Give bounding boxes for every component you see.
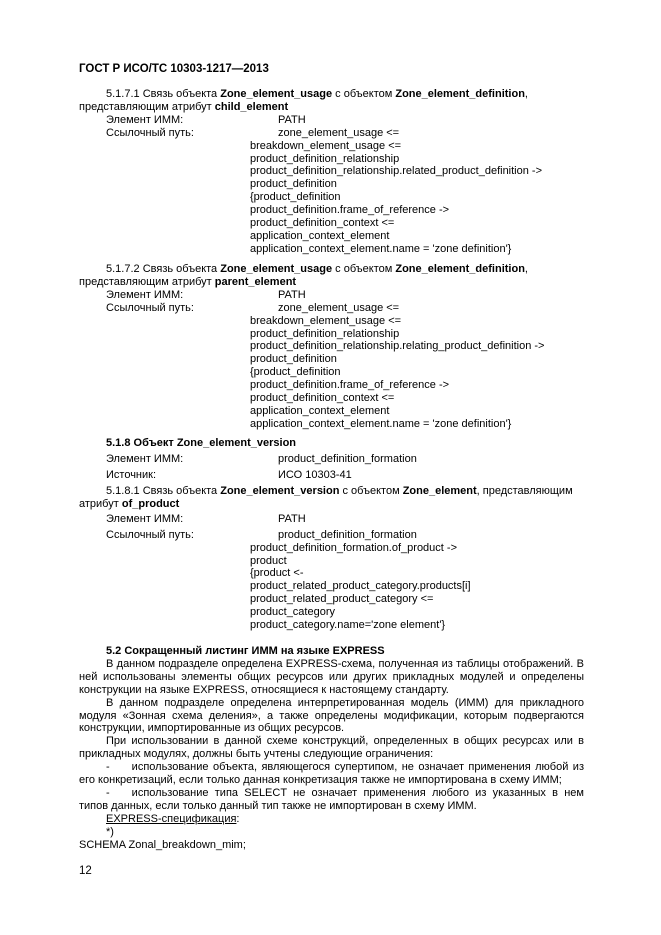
- imm-element-row: [79, 513, 584, 526]
- text-line: child_element: [214, 100, 289, 113]
- text-line: Zone_element: [402, 485, 477, 497]
- section-heading: [79, 88, 584, 114]
- text-line: {product_definition: [250, 191, 341, 204]
- text-line: product_category: [250, 606, 335, 619]
- text-line: PATH: [278, 113, 306, 126]
- text-line: product_related_product_category.products[i]: [250, 580, 471, 593]
- text-line: application_context_element: [250, 229, 390, 242]
- text-line: , представляющим: [476, 485, 573, 497]
- section-heading: [79, 263, 584, 289]
- section-title: [79, 645, 584, 658]
- page-number: 12: [79, 865, 92, 877]
- text-line: Элемент ИММ:: [106, 288, 184, 301]
- text-line: {product <-: [250, 567, 304, 580]
- text-line: 5.1.7.1: [106, 88, 140, 100]
- section-5-2: [79, 645, 584, 852]
- text-line: -: [106, 786, 110, 799]
- text-line: использование типа SELECT не означает применения любого из указанных в нем типов данных, если только данный тип также не импортирован в схему ИММ.: [79, 786, 584, 812]
- express-spec-label: [79, 813, 584, 826]
- text-line: product: [250, 554, 287, 567]
- text-line: zone_element_usage <=: [278, 126, 400, 139]
- source-row: [79, 469, 584, 482]
- reference-path: [79, 542, 584, 632]
- text-line: с объектом: [332, 263, 396, 275]
- text-line: parent_element: [214, 275, 297, 288]
- reference-path-row: [79, 302, 584, 315]
- text-line: с объектом: [332, 88, 396, 100]
- document-header: ГОСТ Р ИСО/ТС 10303-1217—2013: [79, 63, 269, 75]
- text-line: Элемент ИММ:: [106, 452, 184, 465]
- text-line: {product_definition: [250, 366, 341, 379]
- text-line: Источник:: [106, 468, 157, 481]
- text-line: Элемент ИММ:: [106, 113, 184, 126]
- text-line: Связь объекта: [139, 485, 221, 497]
- text-line: PATH: [278, 288, 306, 301]
- text-line: 5.1.8.1: [106, 485, 140, 497]
- text-line: -: [106, 761, 110, 774]
- text-line: product_definition_context <=: [250, 217, 395, 230]
- section-5-1-7-2: [79, 263, 584, 431]
- paragraph: При использовании в данной схеме конструкций, определенных в общих ресурсах или в прикладных модулях, должны быть учтены следующие ограничения:: [79, 735, 584, 761]
- text-line: Ссылочный путь:: [106, 528, 194, 541]
- text-line: product_definition_relationship.relating_product_definition ->: [250, 340, 545, 353]
- section-title: [79, 437, 584, 450]
- text-line: с объектом: [339, 485, 403, 497]
- text-line: Элемент ИММ:: [106, 512, 184, 525]
- text-line: breakdown_element_usage <=: [250, 314, 402, 327]
- section-5-1-8-1: [79, 485, 584, 632]
- code-line: SCHEMA Zonal_breakdown_mim;: [79, 838, 246, 851]
- text-line: application_context_element.name = 'zone definition'}: [250, 417, 512, 430]
- paragraph: В данном подразделе определена интерпретированная модель (ИММ) для прикладного модуля «Зонная схема деления», а также определены модификации, которым подвергаются конструкции, импортированные из общих ресурсов.: [79, 696, 584, 735]
- text-line: product_definition_context <=: [250, 392, 395, 405]
- text-line: Zone_element_version: [220, 485, 340, 497]
- text-line: product_definition_relationship: [250, 152, 400, 165]
- section-5-1-8: [79, 437, 584, 482]
- text-line: product_definition.frame_of_reference ->: [250, 379, 450, 392]
- code-line: *): [106, 825, 114, 838]
- text-line: product_definition: [250, 178, 337, 191]
- text-line: zone_element_usage <=: [278, 301, 400, 314]
- paragraph: В данном подразделе определена EXPRESS-схема, полученная из таблицы отображений. В ней использованы элементы общих ресурсов или других прикладных модулей и определены конструкции на языке EXPRESS, относящиеся к настоящему стандарту.: [79, 657, 584, 696]
- text-line: представляющим атрибут: [79, 275, 215, 288]
- text-line: Zone_element_definition: [395, 263, 525, 275]
- text-line: 5.2 Сокращенный листинг ИММ на языке EXPRESS: [106, 645, 385, 657]
- text-line: application_context_element.name = 'zone definition'}: [250, 242, 512, 255]
- section-heading: [79, 485, 584, 511]
- text-line: представляющим атрибут: [79, 100, 215, 113]
- reference-path: [79, 315, 584, 431]
- text-line: Zone_element_usage: [220, 263, 333, 275]
- text-line: application_context_element: [250, 404, 390, 417]
- text-line: атрибут: [79, 497, 122, 510]
- imm-element-row: [79, 114, 584, 127]
- text-line: of_product: [121, 497, 180, 510]
- text-line: product_definition_formation: [278, 452, 417, 465]
- text-line: product_definition_relationship.related_product_definition ->: [250, 165, 543, 178]
- text-line: product_definition_formation: [278, 528, 417, 541]
- text-line: product_definition_formation.of_product ->: [250, 541, 457, 554]
- text-line: :: [236, 812, 240, 825]
- imm-element-row: [79, 453, 584, 466]
- text-line: использование объекта, являющегося супертипом, не означает применения любой из его конкретизаций, если только данная конкретизация также не импортирована в схему ИММ;: [79, 761, 584, 787]
- text-line: product_related_product_category <=: [250, 593, 434, 606]
- text-line: 5.1.8 Объект Zone_element_version: [106, 437, 297, 449]
- text-line: 5.1.7.2: [106, 263, 140, 275]
- imm-element-row: [79, 289, 584, 302]
- reference-path-row: [79, 127, 584, 140]
- text-line: EXPRESS-спецификация: [106, 812, 237, 825]
- text-line: ,: [524, 88, 528, 100]
- section-5-1-7-1: [79, 88, 584, 256]
- text-line: PATH: [278, 512, 306, 525]
- text-line: Связь объекта: [139, 88, 221, 100]
- reference-path-row: [79, 529, 584, 542]
- text-line: Zone_element_definition: [395, 88, 525, 100]
- reference-path: [79, 140, 584, 256]
- text-line: Ссылочный путь:: [106, 301, 194, 314]
- text-line: Zone_element_usage: [220, 88, 333, 100]
- text-line: product_definition_relationship: [250, 327, 400, 340]
- text-line: Связь объекта: [139, 263, 221, 275]
- text-line: ,: [524, 263, 528, 275]
- text-line: Ссылочный путь:: [106, 126, 194, 139]
- text-line: product_definition: [250, 353, 337, 366]
- text-line: ИСО 10303-41: [278, 468, 352, 481]
- text-line: breakdown_element_usage <=: [250, 139, 402, 152]
- list-item: [79, 787, 584, 813]
- list-item: [79, 761, 584, 787]
- text-line: product_definition.frame_of_reference ->: [250, 204, 450, 217]
- text-line: product_category.name='zone element'}: [250, 619, 446, 632]
